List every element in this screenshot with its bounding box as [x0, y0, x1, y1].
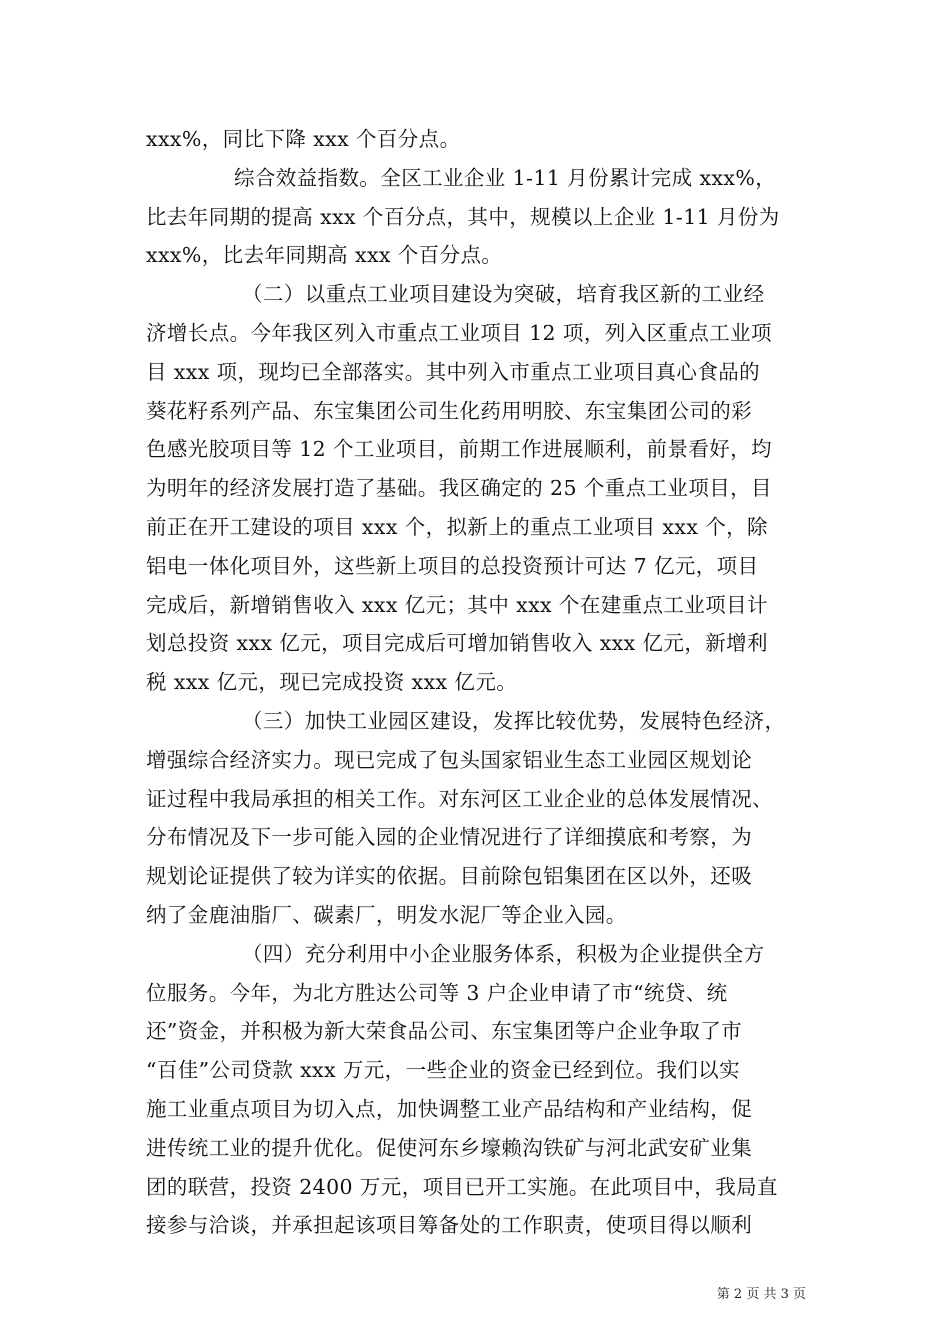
text-line: 规划论证提供了较为详实的依据。目前除包铝集团在区以外，还吸 — [146, 864, 753, 889]
text-line: 济增长点。今年我区列入市重点工业项目 12 项，列入区重点工业项 — [146, 320, 772, 345]
text-line: 证过程中我局承担的相关工作。对东河区工业企业的总体发展情况、 — [146, 786, 773, 811]
text-line: 还”资金，并积极为新大荣食品公司、东宝集团等户企业争取了市 — [146, 1019, 743, 1044]
text-line: 进传统工业的提升优化。促使河东乡壕赖沟铁矿与河北武安矿业集 — [146, 1135, 753, 1160]
text-line: 增强综合经济实力。现已完成了包头国家铝业生态工业园区规划论 — [146, 747, 753, 772]
text-line: “百佳”公司贷款 xxx 万元，一些企业的资金已经到位。我们以实 — [146, 1058, 740, 1083]
text-line: 税 xxx 亿元，现已完成投资 xxx 亿元。 — [146, 670, 518, 695]
text-line: 比去年同期的提高 xxx 个百分点，其中，规模以上企业 1-11 月份为 — [146, 204, 780, 229]
page-number: 第 2 页 共 3 页 — [716, 1287, 806, 1302]
text-line: 色感光胶项目等 12 个工业项目，前期工作进展顺利，前景看好，均 — [146, 437, 772, 462]
text-line: 完成后，新增销售收入 xxx 亿元；其中 xxx 个在建重点工业项目计 — [146, 592, 768, 617]
text-line: 纳了金鹿油脂厂、碳素厂，明发水泥厂等企业入园。 — [146, 902, 627, 927]
text-line: （三）加快工业园区建设，发挥比较优势，发展特色经济， — [242, 708, 786, 733]
text-line: 团的联营，投资 2400 万元，项目已开工实施。在此项目中，我局直 — [146, 1174, 778, 1199]
text-line: 施工业重点项目为切入点，加快调整工业产品结构和产业结构，促 — [146, 1096, 753, 1121]
text-line: 铝电一体化项目外，这些新上项目的总投资预计可达 7 亿元，项目 — [146, 553, 759, 578]
text-line: 前正在开工建设的项目 xxx 个，拟新上的重点工业项目 xxx 个，除 — [146, 514, 768, 539]
text-line: 位服务。今年，为北方胜达公司等 3 户企业申请了市“统贷、统 — [146, 980, 728, 1005]
text-line: 分布情况及下一步可能入园的企业情况进行了详细摸底和考察，为 — [146, 825, 753, 850]
text-line: xxx%，同比下降 xxx 个百分点。 — [146, 127, 461, 151]
text-line: 葵花籽系列产品、东宝集团公司生化药用明胶、东宝集团公司的彩 — [146, 398, 753, 423]
text-line: 综合效益指数。全区工业企业 1-11 月份累计完成 xxx%， — [234, 165, 777, 190]
text-line: xxx%，比去年同期高 xxx 个百分点。 — [146, 243, 503, 268]
text-line: 为明年的经济发展打造了基础。我区确定的 25 个重点工业项目，目 — [146, 476, 772, 501]
text-line: 接参与洽谈，并承担起该项目筹备处的工作职责，使项目得以顺利 — [146, 1213, 753, 1238]
text-line: 划总投资 xxx 亿元，项目完成后可增加销售收入 xxx 亿元，新增利 — [146, 631, 768, 656]
document-body — [146, 120, 810, 1245]
text-line: 目 xxx 项，现均已全部落实。其中列入市重点工业项目真心食品的 — [146, 359, 761, 384]
text-line: （二）以重点工业项目建设为突破，培育我区新的工业经 — [242, 282, 765, 307]
text-line: （四）充分利用中小企业服务体系，积极为企业提供全方 — [242, 941, 765, 966]
